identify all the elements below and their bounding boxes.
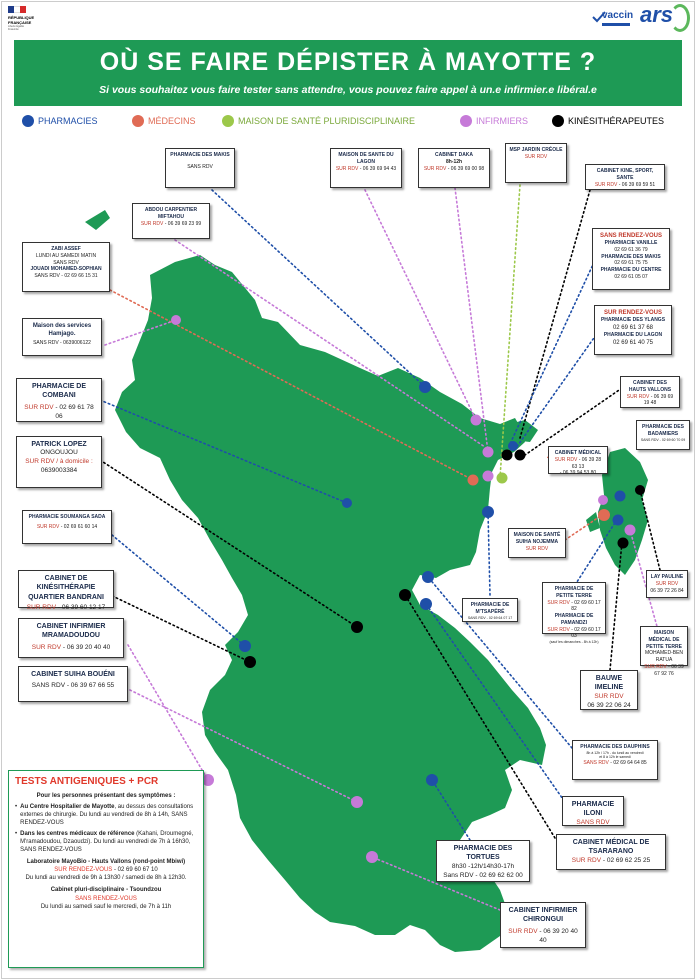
box-abdou: ABDOU CARPENTIER MIFTAHOU SUR RDV - 06 39 69 23 99 [132, 203, 210, 239]
marker-pharmacie [426, 774, 438, 786]
box-maison-petite-terre: MAISON MÉDICAL DE PETITE TERRE MOHAMED-BEN RATUA SUR RDV - 06 39 67 92 76 [640, 626, 688, 666]
box-patrick-lopez: PATRICK LOPEZ ONGOUJOU SUR RDV / à domicile : 0639003384 [16, 436, 102, 488]
marker-pharmacie [342, 498, 352, 508]
marker-pharmacie [635, 485, 645, 495]
box-suiha-boueni: CABINET SUIHA BOUÉNI SANS RDV - 06 39 67 66 55 [18, 666, 128, 702]
box-cabinet-medical: CABINET MÉDICAL SUR RDV - 06 39 28 63 13 - 06 39 94 53 80 [548, 446, 608, 474]
tests-title: TESTS ANTIGENIQUES + PCR [15, 776, 159, 787]
tests-bullet-chm: • Au Centre Hospitalier de Mayotte, au dessus des consultations externes de chirurgie. Du lundi au vendredi de 8h à 14h, SANS RENDEZ-VOUS [15, 803, 194, 826]
marker-kine [618, 538, 629, 549]
box-suiha-nojemma: MAISON DE SANTÉ SUIHA NOJEMMA SUR RDV [508, 528, 566, 558]
marker-infirmier [483, 447, 494, 458]
box-tortues: PHARMACIE DES TORTUES 8h30 -12h/14h30-17h Sans RDV - 02 69 62 62 00 [436, 840, 530, 882]
box-chirongui: CABINET INFIRMIER CHIRONGUI SUR RDV - 06 39 20 40 40 [500, 902, 586, 948]
infirmier-dot-icon [460, 115, 472, 127]
legend-maison-sante: MAISON DE SANTÉ PLURIDISCIPLINAIRE [222, 114, 415, 128]
marker-kine [244, 656, 256, 668]
box-msp-jardin: MSP JARDIN CRÉOLE SUR RDV [505, 143, 567, 183]
petite-terre-islet [586, 512, 600, 532]
box-hauts-vallons: CABINET DES HAUTS VALLONS SUR RDV - 06 39 69 19 48 [620, 376, 680, 408]
legend-kine: KINÉSITHÉRAPEUTES [552, 114, 664, 128]
box-combani: PHARMACIE DE COMBANI SUR RDV - 02 69 61 78 06 [16, 378, 102, 422]
marker-pharmacie [613, 515, 624, 526]
marker-infirmier [471, 415, 482, 426]
marker-infirmier [625, 525, 636, 536]
page-subtitle: Si vous souhaitez vous faire tester sans attendre, vous pouvez faire appel à un.e infirmier.e libéral.e [99, 84, 597, 96]
marker-medecin [598, 509, 610, 521]
vaccin-logo: vaccin [592, 8, 632, 30]
tests-labo: Laboratoire MayoBio - Hauts Vallons (rond-point Mbiwi) SUR RENDEZ-VOUS - 02 69 60 67 10 Du lundi au vendredi de 9h à 13h30 / samedi de 8h à 12h30. [25, 859, 187, 882]
box-sans-rendez-vous: SANS RENDEZ-VOUS PHARMACIE VANILLE 02 69 61 36 79 PHARMACIE DES MAKIS 02 69 61 75 75 PHARMACIE DU CENTRE 02 69 61 05 07 [592, 228, 670, 290]
line-hauts-vallons [525, 388, 622, 455]
box-soumanga: PHARMACIE SOUMANGA SADA SUR RDV - 02 69 61 60 14 [22, 510, 112, 544]
pharmacie-dot-icon [22, 115, 34, 127]
line-mtsapere [488, 512, 490, 595]
marker-medecin [468, 475, 479, 486]
box-dauphins: PHARMACIE DES DAUPHINS 8h à 12h / 17h - du lundi au vendredi et 8 à 12h le samedi SANS RDV - 02 69 64 64 85 [572, 740, 658, 780]
marker-infirmier [171, 315, 181, 325]
marker-infirmier [598, 495, 608, 505]
box-bauwe: BAUWE IMELINE SUR RDV 06 39 22 06 24 [580, 670, 638, 710]
box-iloni: PHARMACIE ILONI SANS RDV [562, 796, 624, 826]
marker-kine [351, 621, 363, 633]
medecin-dot-icon [132, 115, 144, 127]
legend-infirmiers: INFIRMIERS [460, 114, 528, 128]
tests-bullet-centres: • Dans les centres médicaux de référence (Kahani, Droumegné, M'ramadoudou, Dzaoudzi). Du lundi au vendredi de 7h à 16h30, SANS RENDEZ-VOUS [15, 830, 194, 854]
box-cabinet-daka: CABINET DAKA 8h-12h SUR RDV - 06 39 69 00 98 [418, 148, 490, 188]
legend-pharmacies: PHARMACIES [22, 114, 98, 128]
box-hamjago: Maison des services Hamjago. SANS RDV - 0639006122 [22, 318, 102, 356]
ars-logo: ars [640, 2, 688, 36]
page-title: OÙ SE FAIRE DÉPISTER À MAYOTTE ? [99, 48, 597, 76]
marker-kine [399, 589, 411, 601]
marker-pharmacie [239, 640, 251, 652]
flag-icon [8, 6, 26, 13]
marker-pharmacie [508, 441, 518, 451]
legend-medecins: MÉDECINS [132, 114, 196, 128]
marker-kine [502, 450, 513, 461]
rf-motto: Liberté Égalité Fraternité [8, 25, 24, 31]
marker-infirmier [351, 796, 363, 808]
box-tsararano: CABINET MÉDICAL DE TSARARANO SUR RDV - 02 69 62 25 25 [556, 834, 666, 870]
box-maison-lagon: MAISON DE SANTE DU LAGON SUR RDV - 06 39 69 94 43 [330, 148, 402, 188]
box-petite-terre: PHARMACIE DE PETITE TERRE SUR RDV - 02 69 60 17 82 PHARMACIE DE PAMANDZI SUR RDV - 02 69 60 17 03 (sauf les dimanches - 8h à 12h) [542, 582, 606, 634]
box-badamiers: PHARMACIE DES BADAMIERS SANS RDV - 02 69 60 70 09 [636, 420, 690, 450]
marker-pharmacie [420, 598, 432, 610]
line-sans-rdv [510, 258, 596, 444]
box-bandrani: CABINET DE KINÉSITHÉRAPIE QUARTIER BANDRANI SUR RDV - 06 39 60 12 17 [18, 570, 114, 608]
marker-pharmacie [482, 506, 494, 518]
tests-cabinet: Cabinet pluri-disciplinaire - Tsoundzou SANS RENDEZ-VOUS Du lundi au samedi sauf le mercredi, de 7h à 11h [40, 887, 172, 910]
line-mramadoudou [128, 645, 208, 780]
line-sur-rdv [516, 335, 596, 448]
tests-panel [8, 770, 204, 968]
tests-intro: Pour les personnes présentant des symptômes : [36, 792, 176, 799]
islet-nw [85, 210, 110, 230]
maison-sante-dot-icon [222, 115, 234, 127]
kine-dot-icon [552, 115, 564, 127]
box-zabi: ZABI ASSEF LUNDI AU SAMEDI MATIN SANS RDV JOUADI MOHAMED-SOPHIAN SANS RDV - 02 69 66 15 31 [22, 242, 110, 292]
marker-pharmacie [419, 381, 431, 393]
marker-infirmier [366, 851, 378, 863]
box-sur-rendez-vous: SUR RENDEZ-VOUS PHARMACIE DES YLANGS 02 69 61 37 68 PHARMACIE DU LAGON 02 69 61 40 75 [594, 305, 672, 355]
marker-pharmacie [615, 491, 626, 502]
box-pharmacie-makis: PHARMACIE DES MAKIS SANS RDV [165, 148, 235, 188]
box-kine-sport: CABINET KINE, SPORT, SANTE SUR RDV - 06 39 69 59 51 [585, 164, 665, 190]
marker-infirmier [483, 471, 494, 482]
title-banner [14, 40, 682, 106]
republique-logo [8, 6, 54, 36]
box-mramadoudou: CABINET INFIRMIER MRAMADOUDOU SUR RDV - 06 39 20 40 40 [18, 618, 124, 658]
marker-kine [515, 450, 526, 461]
box-lay-pauline: LAY PAULINE SUR RDV 06 39 72 26 84 [646, 570, 688, 598]
marker-maison-sante [497, 473, 508, 484]
box-mtsapere: PHARMACIE DE M'TSAPÉRÉ SANS RDV - 02 69 64 07 17 [462, 598, 518, 622]
marker-pharmacie [422, 571, 434, 583]
rf-line2: FRANÇAISE [8, 20, 32, 25]
rf-line1: RÉPUBLIQUE [8, 15, 35, 20]
